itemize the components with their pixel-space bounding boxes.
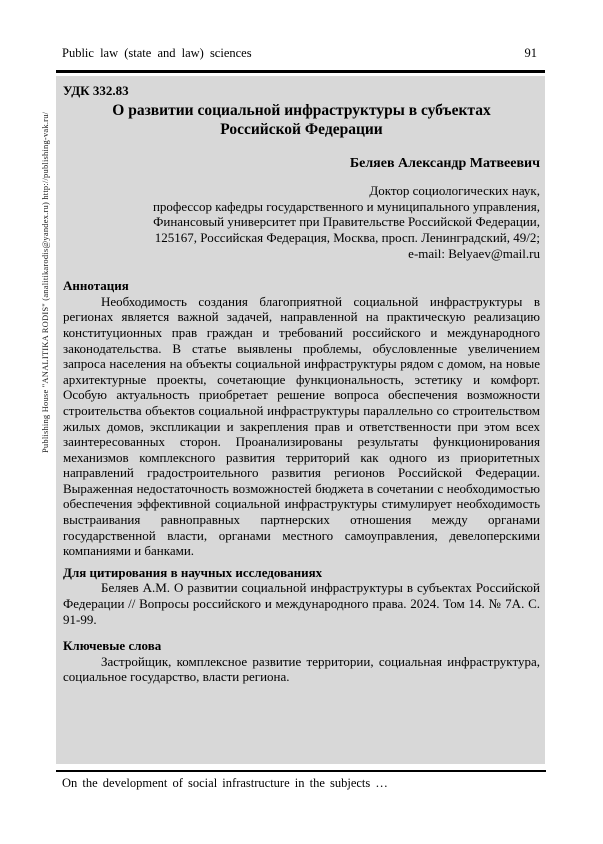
- header-rule: [56, 70, 545, 73]
- keywords-text: Застройщик, комплексное развитие территории, социальная инфраструктура, социальное государство, власти региона.: [63, 653, 540, 685]
- article-title: О развитии социальной инфраструктуры в субъектах Российской Федерации: [112, 101, 491, 138]
- affiliation-line: Доктор социологических наук,: [369, 183, 540, 199]
- keywords-section: [63, 638, 540, 685]
- abstract-section: [63, 278, 540, 559]
- affiliation-line: Финансовый университет при Правительстве Российской Федерации,: [153, 214, 540, 230]
- footer-running-title: On the development of social infrastructure in the subjects …: [62, 776, 388, 790]
- abstract-text: Необходимость создания благоприятной социальной инфраструктуры в регионах является важной задачей, направленной на практическую реализацию конституционных прав граждан и требований российского и международного законодательства. В статье выявлены проблемы, обусловленные увеличением запроса населения на объекты социальной инфраструктуры рядом с домом, на новые архитектурные проекты, сочетающие функциональность, эстетику и комфорт. Особую актуальность приобретает решение вопроса обеспечения возможности строительства объектов социальной инфраструктуры параллельно со строительством жилых домов, экспликации и закрепления прав и ответственности при этом всех заинтересованных сторон. Проанализированы результаты функционирования механизмов комплексного развития территорий как одного из приоритетных направлений градостроительного развития регионов Российской Федерации. Выраженная недостаточность возможностей бюджета в сочетании с необходимостью обеспечения эффективной социальной инфраструктуры стимулирует необходимость выстраивания равноправных партнерских отношения между органами государственной власти, органами местного самоуправления, девелоперскими компаниями и банками.: [63, 293, 540, 559]
- affiliation-line: 125167, Российская Федерация, Москва, просп. Ленинградский, 49/2;: [154, 229, 540, 245]
- running-head: Public law (state and law) sciences: [62, 46, 252, 60]
- keywords-heading: Ключевые слова: [63, 638, 162, 654]
- page-number: 91: [524, 46, 537, 60]
- udc-code: УДК 332.83: [63, 83, 129, 98]
- citation-heading: Для цитирования в научных исследованиях: [63, 564, 323, 580]
- affiliation-line: e-mail: Belyaev@mail.ru: [408, 245, 540, 261]
- affiliation-line: профессор кафедры государственного и муниципального управления,: [152, 198, 540, 214]
- abstract-heading: Аннотация: [63, 278, 129, 294]
- author-affiliation: [63, 183, 540, 261]
- citation-section: [63, 565, 540, 627]
- publisher-sidebar-text: Publishing House "ANALITIKA RODIS" (analitikarodis@yandex.ru) http://publishing-vak.ru/: [40, 111, 50, 453]
- article-header-block: [56, 76, 545, 764]
- citation-text: Беляев А.М. О развитии социальной инфраструктуры в субъектах Российской Федерации // Вопросы российского и международного права. 2024. Том 14. № 7А. С. 91-99.: [63, 580, 540, 627]
- author-name: Беляев Александр Матвеевич: [349, 155, 540, 171]
- footer-rule: [56, 770, 546, 772]
